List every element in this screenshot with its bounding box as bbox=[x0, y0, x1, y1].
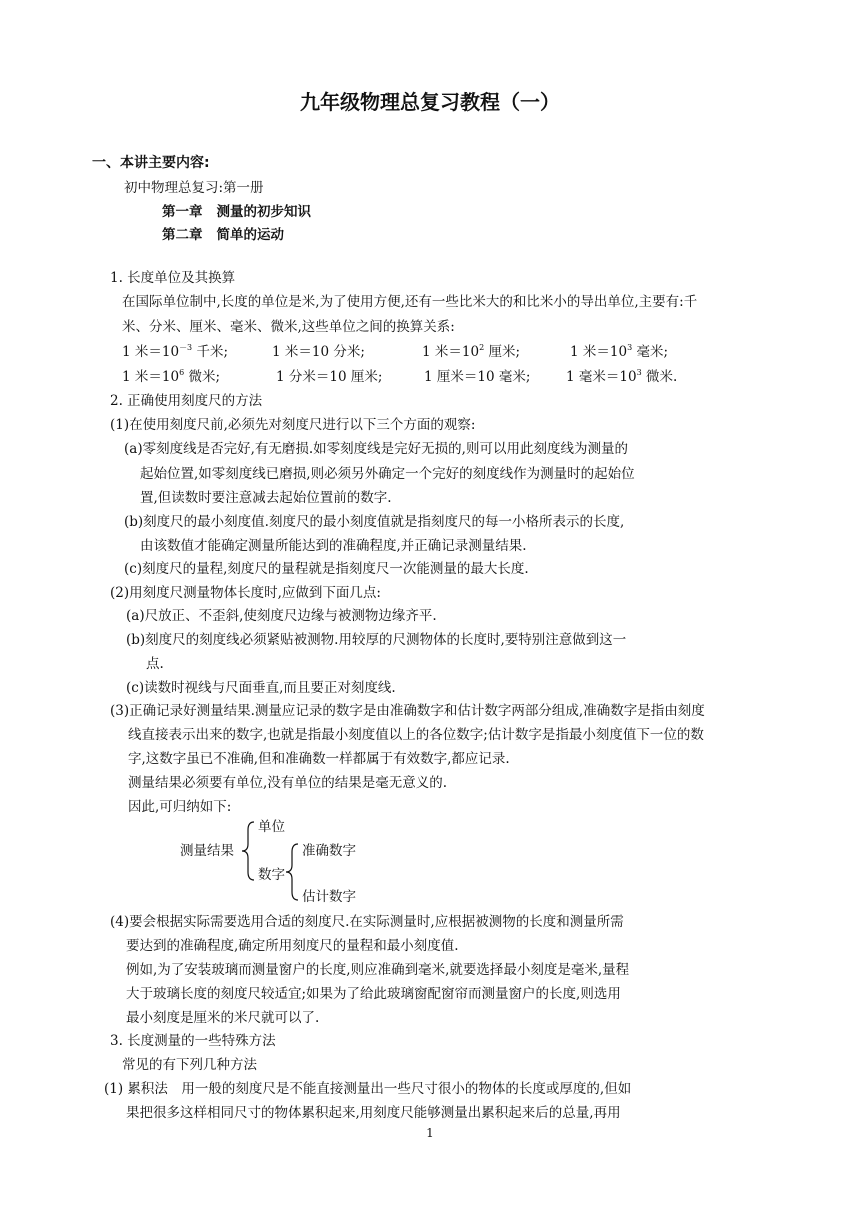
p2-item-4-cont: 要达到的准确程度,确定所用刻度尺的量程和最小刻度值. bbox=[126, 938, 459, 954]
conversion-item: 1 厘米＝10 毫米; bbox=[424, 369, 531, 385]
p1-text-line: 米、分米、厘米、毫米、微米,这些单位之间的换算关系: bbox=[122, 319, 455, 335]
page-title: 九年级物理总复习教程（一） bbox=[300, 90, 560, 114]
p3-title: 3. 长度测量的一些特殊方法 bbox=[110, 1033, 276, 1049]
p1-title: 1. 长度单位及其换算 bbox=[110, 270, 236, 286]
chapter-1 bbox=[162, 203, 311, 221]
tree-root-label: 测量结果 bbox=[180, 843, 234, 859]
p2-item-1a-cont: 置,但读数时要注意减去起始位置前的数字. bbox=[140, 490, 392, 506]
p2-item-1a: (a)零刻度线是否完好,有无磨损.如零刻度线是完好无损的,则可以用此刻度线为测量的 bbox=[124, 441, 628, 457]
p2-item-1b-cont: 由该数值才能确定测量所能达到的准确程度,并正确记录测量结果. bbox=[140, 538, 527, 554]
p3-intro: 常见的有下列几种方法 bbox=[122, 1057, 257, 1073]
section-subtitle: 初中物理总复习:第一册 bbox=[124, 180, 264, 196]
conversion-item: 1 米$=10^{-3}$ 千米; bbox=[122, 342, 228, 360]
tree-brace-number bbox=[284, 842, 302, 902]
p2-item-3-cont: 线直接表示出来的数字,也就是指最小刻度值以上的各位数字;估计数字是指最小刻度值下一位的数 bbox=[128, 727, 704, 743]
tree-number-label: 数字 bbox=[258, 867, 285, 883]
conversion-item: 1 米$=10^2$ 厘米; bbox=[422, 342, 520, 360]
tree-unit-label: 单位 bbox=[258, 819, 285, 835]
chapter-2 bbox=[162, 226, 284, 244]
conversion-item: 1 米＝10 分米; bbox=[272, 344, 365, 360]
chapter-2-name: 简单的运动 bbox=[216, 227, 284, 243]
p2-item-3-note: 测量结果必须要有单位,没有单位的结果是毫无意义的. bbox=[128, 775, 448, 791]
section-heading: 一、本讲主要内容: bbox=[92, 155, 210, 171]
p1-text-line: 在国际单位制中,长度的单位是米,为了使用方便,还有一些比米大的和比米小的导出单位,主要有:千 bbox=[122, 294, 698, 310]
p2-item-2c: (c)读数时视线与尺面垂直,而且要正对刻度线. bbox=[126, 680, 396, 696]
p2-item-2: (2)用刻度尺测量物体长度时,应做到下面几点: bbox=[110, 585, 381, 601]
p2-item-2b: (b)刻度尺的刻度线必须紧贴被测物.用较厚的尺测物体的长度时,要特别注意做到这一 bbox=[126, 632, 627, 648]
p2-item-4-example-cont: 最小刻度是厘米的米尺就可以了. bbox=[126, 1010, 320, 1026]
tree-accurate-label: 准确数字 bbox=[302, 843, 356, 859]
tree-brace-root bbox=[240, 820, 258, 882]
chapter-2-number: 第二章 bbox=[162, 227, 203, 243]
p2-item-1a-cont: 起始位置,如零刻度线已磨损,则必须另外确定一个完好的刻度线作为测量时的起始位 bbox=[140, 466, 635, 482]
conversion-item: 1 分米＝10 厘米; bbox=[276, 369, 383, 385]
conversion-item: 1 毫米$=10^3$ 微米. bbox=[566, 367, 678, 385]
p2-item-4: (4)要会根据实际需要选用合适的刻度尺.在实际测量时,应根据被测物的长度和测量所需 bbox=[110, 914, 624, 930]
p2-item-2a: (a)尺放正、不歪斜,使刻度尺边缘与被测物边缘齐平. bbox=[126, 608, 437, 624]
p2-item-1b: (b)刻度尺的最小刻度值.刻度尺的最小刻度值就是指刻度尺的每一小格所表示的长度, bbox=[124, 514, 625, 530]
chapter-1-number: 第一章 bbox=[162, 204, 203, 220]
p2-item-3-cont: 字,这数字虽已不准确,但和准确数一样都属于有效数字,都应记录. bbox=[128, 751, 510, 767]
p2-title: 2. 正确使用刻度尺的方法 bbox=[110, 393, 263, 409]
p2-item-2b-cont: 点. bbox=[146, 656, 164, 672]
tree-estimate-label: 估计数字 bbox=[302, 889, 356, 905]
chapter-1-name: 测量的初步知识 bbox=[216, 204, 311, 220]
p3-method-1-cont: 果把很多这样相同尺寸的物体累积起来,用刻度尺能够测量出累积起来后的总量,再用 bbox=[126, 1105, 621, 1121]
p2-item-1c: (c)刻度尺的量程,刻度尺的量程就是指刻度尺一次能测量的最大长度. bbox=[124, 561, 529, 577]
conversion-item: 1 米$=10^6$ 微米; bbox=[122, 367, 220, 385]
p2-item-4-example: 例如,为了安装玻璃而测量窗户的长度,则应准确到毫米,就要选择最小刻度是毫米,量程 bbox=[126, 962, 630, 978]
p3-method-1: (1) 累积法 用一般的刻度尺是不能直接测量出一些尺寸很小的物体的长度或厚度的,但如 bbox=[104, 1081, 632, 1097]
conversion-item: 1 米$=10^3$ 毫米; bbox=[570, 342, 668, 360]
p2-item-4-example-cont: 大于玻璃长度的刻度尺较适宜;如果为了给此玻璃窗配窗帘而测量窗户的长度,则选用 bbox=[126, 986, 621, 1002]
page-number: 1 bbox=[426, 1126, 434, 1140]
p2-item-3: (3)正确记录好测量结果.测量应记录的数字是由准确数字和估计数字两部分组成,准确数字是指由刻度 bbox=[110, 703, 705, 719]
p2-item-3-summary: 因此,可归纳如下: bbox=[128, 799, 232, 815]
p2-item-1: (1)在使用刻度尺前,必须先对刻度尺进行以下三个方面的观察: bbox=[110, 417, 476, 433]
